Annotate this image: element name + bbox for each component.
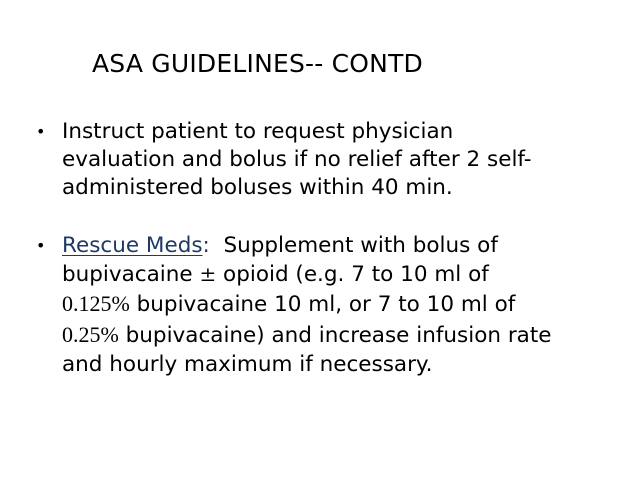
bullet-text-line (62, 232, 616, 260)
bullet-text-line (62, 289, 616, 320)
slide-title: ASA GUIDELINES-- CONTD (92, 49, 423, 78)
bullet-text-segment: Supplement with bolus of (209, 233, 498, 258)
bullet-text-line (62, 260, 616, 289)
bullet-marker: • (36, 236, 46, 255)
bullet-text-segment: bupivacaine 10 ml, or 7 to 10 ml of (129, 292, 516, 317)
plus-minus-symbol: ± (199, 262, 217, 286)
dose-value: 0.25% (62, 322, 119, 347)
bullet-text-segment: bupivacaine) and increase infusion rate (118, 323, 552, 348)
bullet-marker: • (36, 122, 46, 141)
bullet-text-line: administered boluses within 40 min. (62, 175, 453, 200)
bullet-text-segment: opioid (e.g. 7 to 10 ml of (216, 262, 489, 287)
bullet-list (36, 118, 616, 379)
rescue-meds-colon: : (202, 233, 210, 258)
rescue-meds-label: Rescue Meds (62, 233, 203, 258)
bullet-text-line: evaluation and bolus if no relief after 2 self- (62, 147, 532, 172)
bullet-text-line: Instruct patient to request physician (62, 119, 454, 144)
dose-value: 0.125% (62, 291, 130, 316)
bullet-rescue-meds (36, 232, 616, 379)
bullet-patient-instruction (36, 118, 616, 202)
bullet-text-segment: bupivacaine (62, 262, 200, 287)
bullet-text-line: and hourly maximum if necessary. (62, 352, 433, 377)
bullet-text-line (62, 320, 616, 351)
